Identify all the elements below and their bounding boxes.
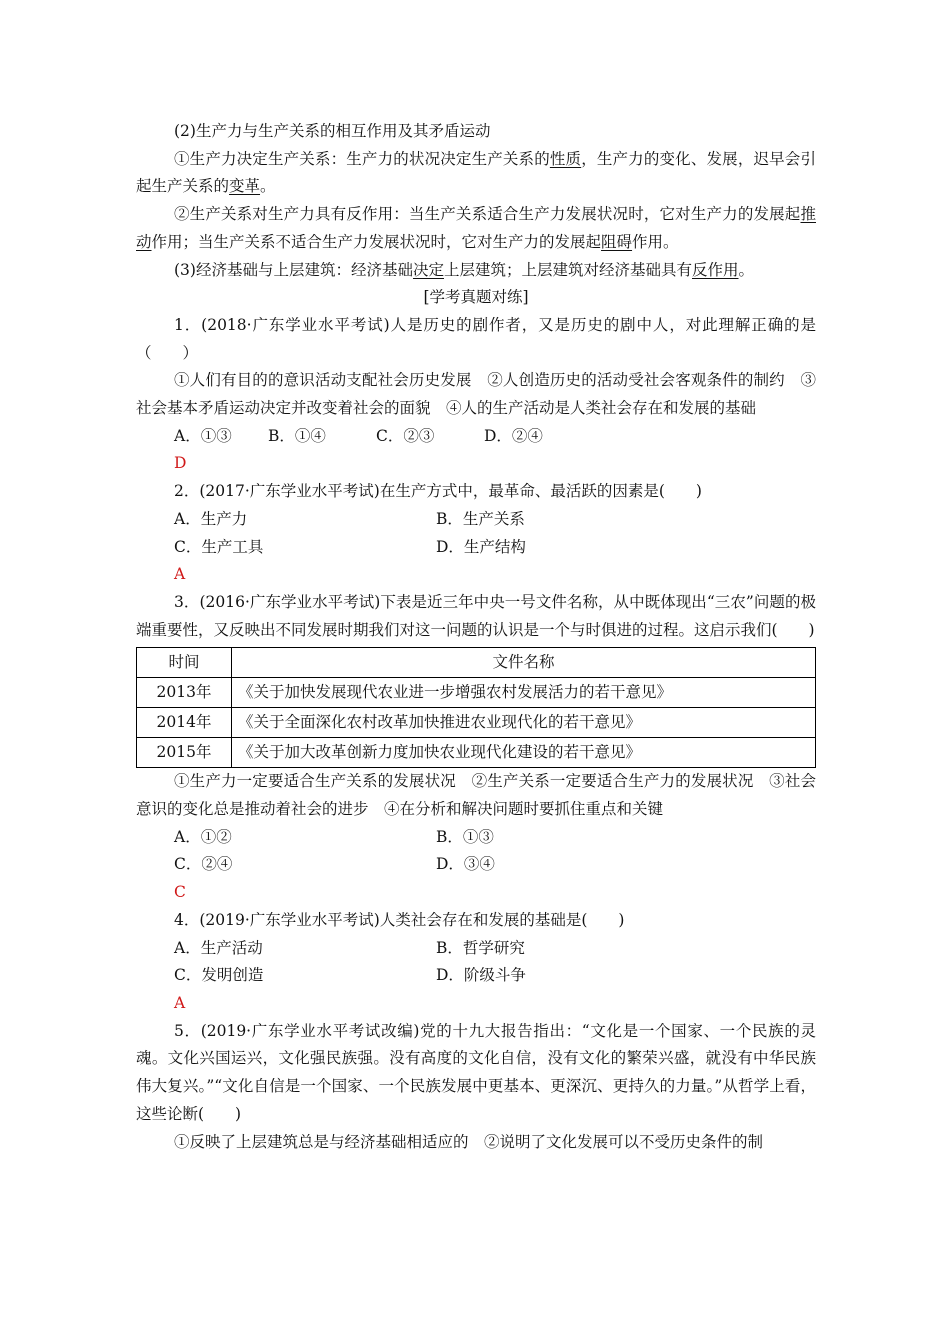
option-b: B．生产关系	[436, 509, 525, 528]
option-b: B．①④	[268, 426, 326, 445]
text-fragment: ②生产关系对生产力具有反作用：当生产关系适合生产力发展状况时，它对生产力的发展起	[174, 205, 801, 224]
question-3-options-row-2	[136, 851, 816, 879]
table-row	[137, 708, 816, 738]
option-d: D．③④	[436, 855, 495, 874]
option-a: A．生产活动	[174, 938, 263, 957]
underlined-term: 决定	[412, 260, 444, 279]
option-a: A．①③	[174, 426, 232, 445]
paragraph-productive-forces-decide	[136, 146, 816, 201]
text-fragment: ，生产力的变化、发展，迟早会引起生产关系的	[136, 149, 816, 196]
underlined-term: 反作用	[692, 260, 739, 279]
question-2-options-row-2	[136, 534, 816, 562]
question-4-options-row-1	[136, 935, 816, 963]
underlined-term: 阻碍	[601, 232, 633, 251]
table-cell-document: 《关于全面深化农村改革加快推进农业现代化的若干意见》	[232, 708, 816, 738]
document-table	[136, 647, 816, 768]
option-d: D．阶级斗争	[436, 966, 526, 985]
option-c: C．发明创造	[174, 966, 264, 985]
text-fragment: 作用。	[632, 232, 679, 251]
question-2-answer: A	[174, 565, 186, 584]
option-b: B．①③	[436, 827, 494, 846]
question-1-stem: 1．(2018·广东学业水平考试)人是历史的剧作者，又是历史的剧中人，对此理解正确的是（ ）	[136, 315, 816, 362]
table-cell-document: 《关于加大改革创新力度加快农业现代化建设的若干意见》	[232, 738, 816, 768]
underlined-term: 性质	[549, 149, 582, 168]
paragraph-relations-react	[136, 201, 816, 256]
text-fragment: 作用；当生产关系不适合生产力发展状况时，它对生产力的发展起	[151, 232, 602, 251]
option-d: D．②④	[484, 426, 543, 445]
question-5-stem: 5．(2019·广东学业水平考试改编)党的十九大报告指出：“文化是一个国家、一个民族的灵魂。文化兴国运兴，文化强民族强。没有高度的文化自信，没有文化的繁荣兴盛，就没有中华民族伟大复兴。”“文化自信是一个国家、一个民族发展中更基本、更深沉、更持久的力量。”从哲学上看，这些论断( )	[136, 1021, 816, 1123]
underlined-term: 变革	[229, 177, 261, 196]
table-row	[137, 738, 816, 768]
paragraph-economic-base	[136, 257, 816, 285]
text-fragment: (3)经济基础与上层建筑：经济基础	[174, 260, 413, 279]
table-header-time: 时间	[137, 648, 232, 678]
table-header-document: 文件名称	[232, 648, 816, 678]
option-c: C．②④	[174, 855, 233, 874]
question-4-options-row-2	[136, 962, 816, 990]
text-fragment: ①生产力决定生产关系：生产力的状况决定生产关系的	[174, 149, 550, 168]
question-1-options	[136, 423, 816, 451]
question-3-statements: ①生产力一定要适合生产关系的发展状况 ②生产关系一定要适合生产力的发展状况 ③社会意识的变化总是推动着社会的进步 ④在分析和解决问题时要抓住重点和关键	[136, 772, 816, 819]
table-cell-document: 《关于加快发展现代农业进一步增强农村发展活力的若干意见》	[232, 678, 816, 708]
section-heading: (2)生产力与生产关系的相互作用及其矛盾运动	[174, 122, 491, 140]
table-cell-year: 2013年	[137, 678, 232, 708]
option-a: A．生产力	[174, 509, 248, 528]
text-fragment: 。	[260, 177, 276, 196]
option-c: C．②③	[376, 426, 435, 445]
question-3-stem: 3．(2016·广东学业水平考试)下表是近三年中央一号文件名称，从中既体现出“三农”问题的极端重要性，又反映出不同发展时期我们对这一问题的认识是一个与时俱进的过程。这启示我们( )	[136, 592, 816, 639]
question-4-stem: 4．(2019·广东学业水平考试)人类社会存在和发展的基础是( )	[174, 910, 625, 929]
option-b: B．哲学研究	[436, 938, 525, 957]
practice-title: [学考真题对练]	[423, 288, 529, 307]
table-header-row	[137, 648, 816, 678]
table-cell-year: 2015年	[137, 738, 232, 768]
option-c: C．生产工具	[174, 537, 264, 556]
option-d: D．生产结构	[436, 537, 526, 556]
table-cell-year: 2014年	[137, 708, 232, 738]
question-5-statements: ①反映了上层建筑总是与经济基础相适应的 ②说明了文化发展可以不受历史条件的制	[174, 1132, 764, 1151]
text-fragment: 上层建筑；上层建筑对经济基础具有	[443, 260, 692, 279]
text-fragment: 。	[738, 260, 755, 279]
question-1-statements: ①人们有目的的意识活动支配社会历史发展 ②人创造历史的活动受社会客观条件的制约 ③社会基本矛盾运动决定并改变着社会的面貌 ④人的生产活动是人类社会存在和发展的基础	[136, 371, 816, 418]
table-row	[137, 678, 816, 708]
question-1-answer: D	[174, 454, 187, 473]
question-2-stem: 2．(2017·广东学业水平考试)在生产方式中，最革命、最活跃的因素是( )	[174, 482, 702, 501]
question-3-answer: C	[174, 883, 186, 902]
question-2-options-row-1	[136, 506, 816, 534]
option-a: A．①②	[174, 827, 232, 846]
question-3-options-row-1	[136, 824, 816, 852]
underlined-term: 推动	[136, 205, 816, 251]
document-page	[136, 118, 816, 1156]
question-4-answer: A	[174, 993, 186, 1012]
